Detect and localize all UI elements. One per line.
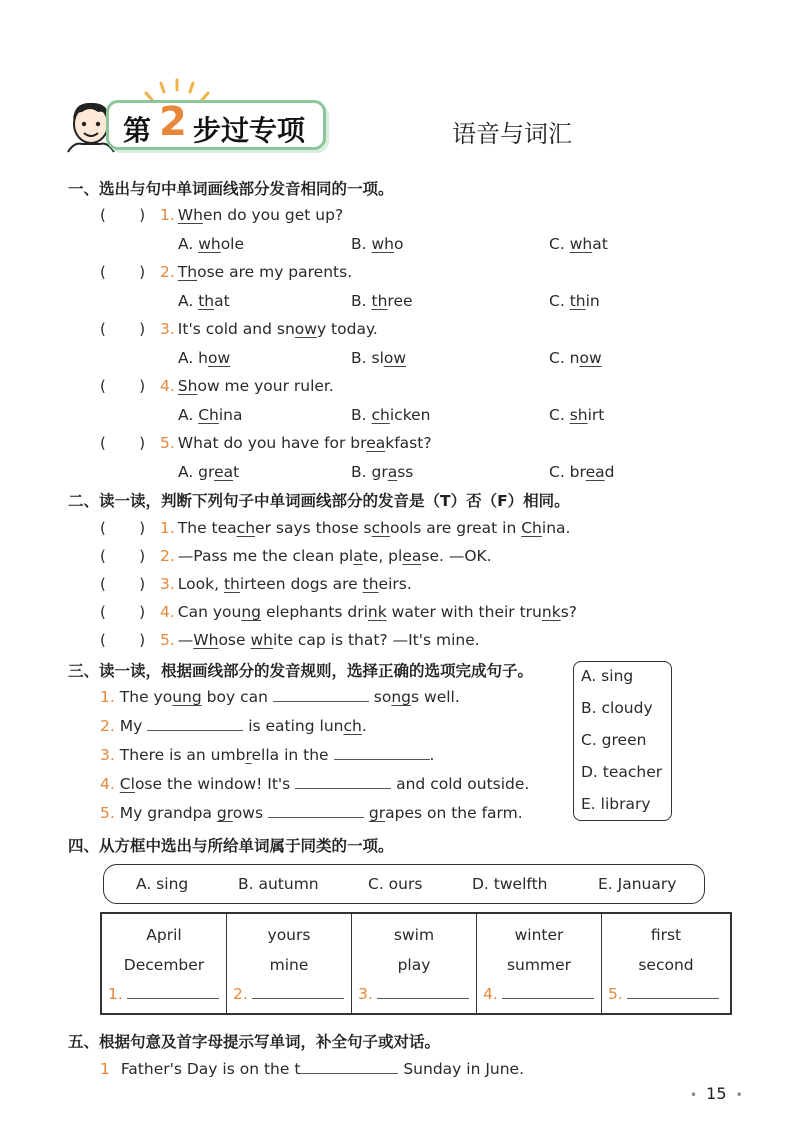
text-segment: s? (560, 603, 578, 621)
text-segment: ose the window! It's (134, 775, 296, 793)
underlined-letters: Th (177, 263, 198, 281)
underlined-letters: Wh (193, 631, 219, 649)
text-segment: eirs. (378, 575, 412, 593)
underlined-letters: th (362, 575, 379, 593)
part4-option: E. January (598, 875, 677, 893)
text-segment: elephants dri (261, 603, 368, 621)
text-segment: and cold outside. (391, 775, 530, 793)
text-segment: ose are my parents. (197, 263, 353, 281)
text-segment: boy can (201, 688, 273, 706)
underlined-letters: ch (371, 519, 390, 537)
underlined-letters: ea (214, 463, 234, 481)
answer-parentheses[interactable]: ( ) (100, 519, 146, 537)
underlined-letters: ch (343, 717, 362, 735)
item-number: 3. (100, 746, 115, 764)
text-segment: icken (389, 406, 431, 424)
underlined-letters: ea (402, 547, 422, 565)
answer-line[interactable] (608, 984, 719, 1003)
text-segment: B. (351, 292, 372, 310)
underlined-letters: wh (198, 235, 221, 253)
answer-line[interactable] (108, 984, 219, 1003)
text-segment: en do you get up? (202, 206, 344, 224)
underlined-letters: ng (391, 688, 412, 706)
part1-title: 一、选出与句中单词画线部分发音相同的一项。 (68, 180, 394, 198)
answer-parentheses[interactable]: ( ) (100, 547, 146, 565)
text-segment: so (368, 688, 392, 706)
part3-option: B. cloudy (581, 699, 653, 717)
text-segment: is eating lun (243, 717, 344, 735)
statement-line (160, 631, 480, 649)
step-title-badge (106, 100, 326, 150)
text-segment: ools are great in (389, 519, 522, 537)
text-segment: te, pl (362, 547, 403, 565)
part3-option: D. teacher (581, 763, 663, 781)
item-number: 2. (100, 717, 115, 735)
word: swim (393, 926, 435, 944)
question-line (160, 263, 352, 281)
text-segment: —Pass me the clean pl (177, 547, 354, 565)
answer-parentheses[interactable]: ( ) (100, 434, 146, 452)
statement-line (160, 547, 492, 565)
answer-blank[interactable] (377, 984, 469, 999)
item-number: 5. (160, 631, 175, 649)
item-text-post: Sunday in June. (398, 1060, 524, 1078)
item-number: 5. (160, 434, 175, 452)
underlined-letters: a (387, 463, 398, 481)
item-number: 2. (233, 985, 248, 1003)
item-number: 4. (160, 377, 175, 395)
part3-option: C. green (581, 731, 647, 749)
item-number: 1. (160, 206, 175, 224)
item-number: 1. (160, 519, 175, 537)
item-number: 4. (100, 775, 115, 793)
answer-line[interactable] (483, 984, 594, 1003)
text-segment: What do you have for br (177, 434, 367, 452)
word-group-cell (352, 914, 477, 1013)
answer-parentheses[interactable]: ( ) (100, 603, 146, 621)
text-segment: C. (549, 292, 570, 310)
underlined-letters: ow (294, 320, 317, 338)
answer-blank[interactable] (300, 1059, 398, 1074)
part3-option-box (573, 661, 672, 821)
fill-in-sentence (100, 687, 460, 706)
underlined-letters: ng (241, 603, 262, 621)
text-segment: ina. (541, 519, 571, 537)
word-group-cell (602, 914, 730, 1013)
answer-option[interactable] (351, 235, 404, 253)
question-line (160, 434, 432, 452)
answer-blank[interactable] (268, 803, 364, 818)
answer-option[interactable] (549, 463, 614, 481)
item-number: 5. (100, 804, 115, 822)
underlined-letters: th (569, 292, 586, 310)
answer-option[interactable] (351, 349, 406, 367)
underlined-letters: gr (216, 804, 233, 822)
text-segment: — (177, 631, 194, 649)
item-number: 1. (100, 688, 115, 706)
dot-icon: • (690, 1088, 698, 1102)
answer-option[interactable] (549, 292, 600, 310)
text-segment: d (604, 463, 615, 481)
item-number: 2. (160, 263, 175, 281)
part5-item (100, 1059, 524, 1078)
part4-option-box (103, 864, 705, 904)
answer-blank[interactable] (334, 745, 430, 760)
underlined-letters: Wh (177, 206, 203, 224)
text-segment: ows (232, 804, 268, 822)
text-segment: se. —OK. (421, 547, 492, 565)
text-segment: B. gr (351, 463, 388, 481)
text-segment: My (119, 717, 148, 735)
word-group-cell (227, 914, 352, 1013)
text-segment: It's cold and sn (177, 320, 295, 338)
answer-option[interactable] (178, 235, 244, 253)
header (60, 78, 780, 158)
word: summer (506, 956, 571, 974)
question-line (160, 206, 343, 224)
step-prefix: 第 (123, 114, 152, 147)
underlined-letters: ea (366, 434, 386, 452)
word: December (123, 956, 205, 974)
question-line (160, 377, 334, 395)
text-segment: There is an umb (119, 746, 246, 764)
answer-option[interactable] (178, 406, 242, 424)
text-segment: ella in the (251, 746, 334, 764)
page-number-block (690, 1084, 743, 1103)
text-segment: t (233, 463, 240, 481)
part3-title: 三、读一读，根据画线部分的发音规则，选择正确的选项完成句子。 (68, 662, 534, 680)
underlined-letters: ea (585, 463, 605, 481)
part4-option: D. twelfth (472, 875, 548, 893)
answer-option[interactable] (178, 463, 239, 481)
text-segment: A. gr (178, 463, 215, 481)
text-segment: Can you (177, 603, 242, 621)
underlined-letters: nk (367, 603, 387, 621)
answer-parentheses[interactable]: ( ) (100, 575, 146, 593)
text-segment: A. h (178, 349, 209, 367)
text-segment: B. (351, 406, 372, 424)
text-segment: s well. (411, 688, 460, 706)
underlined-letters: ch (371, 406, 390, 424)
part5-title: 五、根据句意及首字母提示写单词，补全句子或对话。 (68, 1033, 441, 1051)
item-number: 1 (100, 1060, 110, 1078)
text-segment: at (592, 235, 608, 253)
fill-in-sentence (100, 803, 523, 822)
part4-option: C. ours (368, 875, 423, 893)
item-number: 4. (160, 603, 175, 621)
underlined-letters: th (371, 292, 388, 310)
underlined-letters: r (245, 746, 252, 764)
underlined-letters: Ch (198, 406, 219, 424)
statement-line (160, 519, 570, 537)
word: first (650, 926, 682, 944)
underlined-letters: gr (368, 804, 386, 822)
answer-option[interactable] (178, 292, 230, 310)
text-segment: at (214, 292, 230, 310)
answer-parentheses[interactable]: ( ) (100, 320, 146, 338)
text-segment: ole (220, 235, 245, 253)
underlined-letters: wh (569, 235, 593, 253)
text-segment: A. (178, 292, 199, 310)
fill-in-sentence (100, 716, 367, 735)
word: winter (514, 926, 564, 944)
text-segment: ose (218, 631, 251, 649)
text-segment: C. (549, 406, 570, 424)
answer-parentheses[interactable]: ( ) (100, 206, 146, 224)
text-segment: irt (587, 406, 605, 424)
text-segment: ow me your ruler. (197, 377, 334, 395)
part3-option: A. sing (581, 667, 634, 685)
item-number: 1. (108, 985, 123, 1003)
statement-line (160, 603, 577, 621)
part4-table (100, 912, 732, 1015)
statement-line (160, 575, 412, 593)
answer-blank[interactable] (147, 716, 243, 731)
text-segment: ina (218, 406, 243, 424)
answer-blank[interactable] (127, 984, 219, 999)
text-segment: o (394, 235, 404, 253)
underlined-letters: ow (579, 349, 602, 367)
text-segment: A. (178, 235, 199, 253)
text-segment: in (585, 292, 600, 310)
text-segment: A. (178, 406, 199, 424)
item-number: 4. (483, 985, 498, 1003)
underlined-letters: wh (250, 631, 273, 649)
text-segment: irteen dogs are (239, 575, 363, 593)
answer-parentheses[interactable]: ( ) (100, 377, 146, 395)
text-segment: B. sl (351, 349, 384, 367)
word: mine (269, 956, 309, 974)
text-segment: ite cap is that? —It's mine. (273, 631, 480, 649)
part3-option: E. library (581, 795, 651, 813)
underlined-letters: ow (208, 349, 231, 367)
underlined-letters: wh (371, 235, 395, 253)
underlined-letters: sh (569, 406, 588, 424)
text-segment: ss (397, 463, 414, 481)
text-segment: kfast? (385, 434, 432, 452)
question-line (160, 320, 378, 338)
word-group-cell (477, 914, 602, 1013)
word: second (638, 956, 694, 974)
answer-blank[interactable] (273, 687, 369, 702)
answer-blank[interactable] (502, 984, 594, 999)
underlined-letters: ch (236, 519, 256, 537)
underlined-letters: a (353, 547, 363, 565)
underlined-letters: nk (541, 603, 561, 621)
text-segment: er says those s (255, 519, 372, 537)
part4-option: A. sing (136, 875, 189, 893)
answer-option[interactable] (178, 349, 230, 367)
item-text-pre: Father's Day is on the t (120, 1060, 301, 1078)
answer-option[interactable] (549, 349, 602, 367)
text-segment: . (429, 746, 435, 764)
answer-option[interactable] (351, 463, 413, 481)
dot-icon: • (735, 1088, 743, 1102)
answer-option[interactable] (549, 406, 604, 424)
text-segment: C. n (549, 349, 580, 367)
item-number: 3. (160, 320, 175, 338)
word-group-cell (102, 914, 227, 1013)
answer-line[interactable] (358, 984, 469, 1003)
word: play (397, 956, 431, 974)
part4-title: 四、从方框中选出与所给单词属于同类的一项。 (68, 837, 394, 855)
answer-option[interactable] (549, 235, 608, 253)
underlined-letters: ow (383, 349, 407, 367)
text-segment: C. br (549, 463, 586, 481)
page-number: 15 (706, 1084, 727, 1103)
text-segment: apes on the farm. (385, 804, 523, 822)
underlined-letters: th (223, 575, 240, 593)
part2-title: 二、读一读，判断下列句子中单词画线部分的发音是（T）否（F）相同。 (68, 492, 570, 510)
underlined-letters: Cl (119, 775, 135, 793)
answer-blank[interactable] (295, 774, 391, 789)
text-segment: B. (351, 235, 372, 253)
item-number: 2. (160, 547, 175, 565)
word: April (146, 926, 182, 944)
text-segment: The yo (119, 688, 173, 706)
answer-parentheses[interactable]: ( ) (100, 263, 146, 281)
answer-blank[interactable] (627, 984, 719, 999)
text-segment: ree (387, 292, 413, 310)
answer-parentheses[interactable]: ( ) (100, 631, 146, 649)
word: yours (267, 926, 311, 944)
topic-title: 语音与词汇 (452, 120, 572, 148)
underlined-letters: th (198, 292, 215, 310)
text-segment: y today. (316, 320, 378, 338)
item-number: 3. (358, 985, 373, 1003)
underlined-letters: Sh (177, 377, 198, 395)
step-suffix: 步过专项 (193, 114, 306, 147)
text-segment: The tea (177, 519, 237, 537)
step-number: 2 (159, 99, 187, 145)
fill-in-sentence (100, 774, 529, 793)
text-segment: My grandpa (119, 804, 217, 822)
fill-in-sentence (100, 745, 434, 764)
answer-line[interactable] (233, 984, 344, 1003)
part4-option: B. autumn (238, 875, 319, 893)
item-number: 3. (160, 575, 175, 593)
text-segment: . (361, 717, 367, 735)
answer-blank[interactable] (252, 984, 344, 999)
underlined-letters: ung (172, 688, 202, 706)
item-number: 5. (608, 985, 623, 1003)
underlined-letters: Ch (521, 519, 542, 537)
text-segment: water with their tru (386, 603, 542, 621)
text-segment: Look, (177, 575, 224, 593)
answer-option[interactable] (351, 406, 430, 424)
answer-option[interactable] (351, 292, 413, 310)
text-segment: C. (549, 235, 570, 253)
